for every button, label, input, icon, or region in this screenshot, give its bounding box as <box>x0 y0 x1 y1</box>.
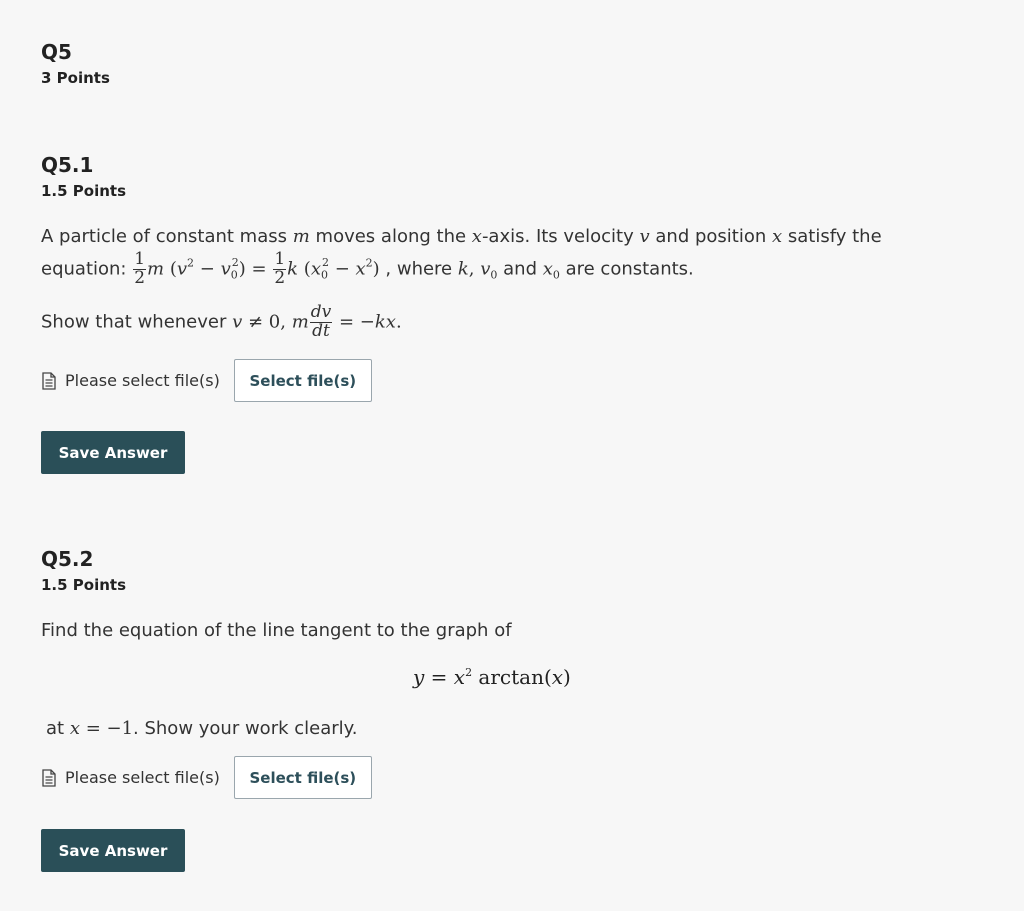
file-status-label: Please select file(s) <box>65 371 220 390</box>
math-exponent: 2 <box>465 666 473 679</box>
file-status-label: Please select file(s) <box>65 768 220 787</box>
question-prompt: Find the equation of the line tangent to the graph of <box>41 620 512 641</box>
math-comma: , <box>468 258 481 280</box>
display-equation <box>413 665 571 689</box>
math-var-v0: v <box>220 258 231 280</box>
math-var-x: x <box>471 226 482 247</box>
math-paren: ) <box>238 258 246 280</box>
file-upload-row-q5-1 <box>41 359 372 402</box>
math-operator: = <box>424 665 454 689</box>
math-function: arctan( <box>472 665 552 689</box>
math-var-x: x <box>453 665 466 689</box>
math-exponent: 2 <box>321 256 329 270</box>
math-var-x: x <box>771 226 783 247</box>
file-upload-row-q5-2 <box>41 756 372 799</box>
math-var-k: k <box>457 258 469 280</box>
text-segment: A particle of constant mass <box>41 226 293 247</box>
math-operator: − <box>328 258 356 280</box>
math-var-x0: x <box>310 258 321 280</box>
document-icon <box>41 769 57 787</box>
question-text-line-1 <box>41 226 882 247</box>
math-var-m: m <box>292 226 310 247</box>
math-var-m: m <box>147 258 165 280</box>
text-segment: Show that whenever <box>41 311 233 333</box>
math-var-m: m <box>291 311 309 333</box>
math-paren: ( <box>298 258 311 280</box>
assignment-page <box>41 0 1001 911</box>
math-paren: ) <box>563 665 571 689</box>
question-points-q5-2: 1.5 Points <box>41 576 127 594</box>
math-exponent: 2 <box>231 256 239 270</box>
fraction-denominator: dt <box>312 320 330 341</box>
save-answer-button[interactable]: Save Answer <box>41 829 185 872</box>
math-subscript: 0 <box>490 268 498 282</box>
fraction-numerator: 1 <box>274 249 286 269</box>
question-text-line-3 <box>41 304 402 341</box>
math-var-k: k <box>287 258 299 280</box>
text-segment: and <box>497 258 543 280</box>
math-operator: = − <box>333 311 375 333</box>
fraction-dv-dt <box>310 304 333 341</box>
text-segment: , where <box>379 258 458 280</box>
question-text-at <box>46 718 357 739</box>
text-segment: and position <box>649 226 772 247</box>
math-var-x: x <box>551 665 564 689</box>
question-title-q5-2: Q5.2 <box>41 547 94 571</box>
fraction-numerator: 1 <box>134 249 146 269</box>
text-segment: are constants. <box>559 258 694 280</box>
math-subscript: 0 <box>320 268 328 282</box>
math-var-v0: v <box>480 258 491 280</box>
text-segment: equation: <box>41 258 133 280</box>
math-operator: − <box>194 258 221 280</box>
question-title-q5-1: Q5.1 <box>41 153 94 177</box>
text-segment: -axis. Its velocity <box>481 226 640 247</box>
document-icon <box>41 372 57 390</box>
question-points-q5: 3 Points <box>41 69 110 87</box>
math-var-x0: x <box>542 258 553 280</box>
select-files-button[interactable]: Select file(s) <box>234 756 372 799</box>
math-paren: ( <box>164 258 177 280</box>
fraction-numerator: dv <box>310 302 332 322</box>
math-var-kx: kx <box>374 311 396 333</box>
fraction-one-half <box>133 251 146 288</box>
math-var-v: v <box>639 226 650 247</box>
text-segment: moves along the <box>309 226 472 247</box>
text-segment: satisfy the <box>782 226 882 247</box>
save-answer-button[interactable]: Save Answer <box>41 431 185 474</box>
math-period: . <box>395 311 402 333</box>
math-subscript: 0 <box>230 268 238 282</box>
math-var-y: y <box>413 665 425 689</box>
text-segment: . Show your work clearly. <box>133 718 358 739</box>
math-exponent: 2 <box>187 256 195 270</box>
math-paren: ) <box>372 258 380 280</box>
math-exponent: 2 <box>365 256 373 270</box>
fraction-denominator: 2 <box>134 267 146 288</box>
text-segment: at <box>46 718 70 739</box>
select-files-button[interactable]: Select file(s) <box>234 359 372 402</box>
question-title-q5: Q5 <box>41 40 72 64</box>
math-operator: = <box>245 258 273 280</box>
fraction-one-half <box>273 251 286 288</box>
fraction-denominator: 2 <box>274 267 286 288</box>
math-operator: = −1 <box>79 718 134 739</box>
question-points-q5-1: 1.5 Points <box>41 182 127 200</box>
math-var-x: x <box>69 718 80 739</box>
question-equation-line <box>41 251 694 288</box>
math-subscript: 0 <box>552 268 560 282</box>
math-var-v: v <box>232 311 243 333</box>
math-var-x: x <box>355 258 366 280</box>
math-operator: ≠ 0, <box>242 311 292 333</box>
math-var-v: v <box>176 258 188 280</box>
